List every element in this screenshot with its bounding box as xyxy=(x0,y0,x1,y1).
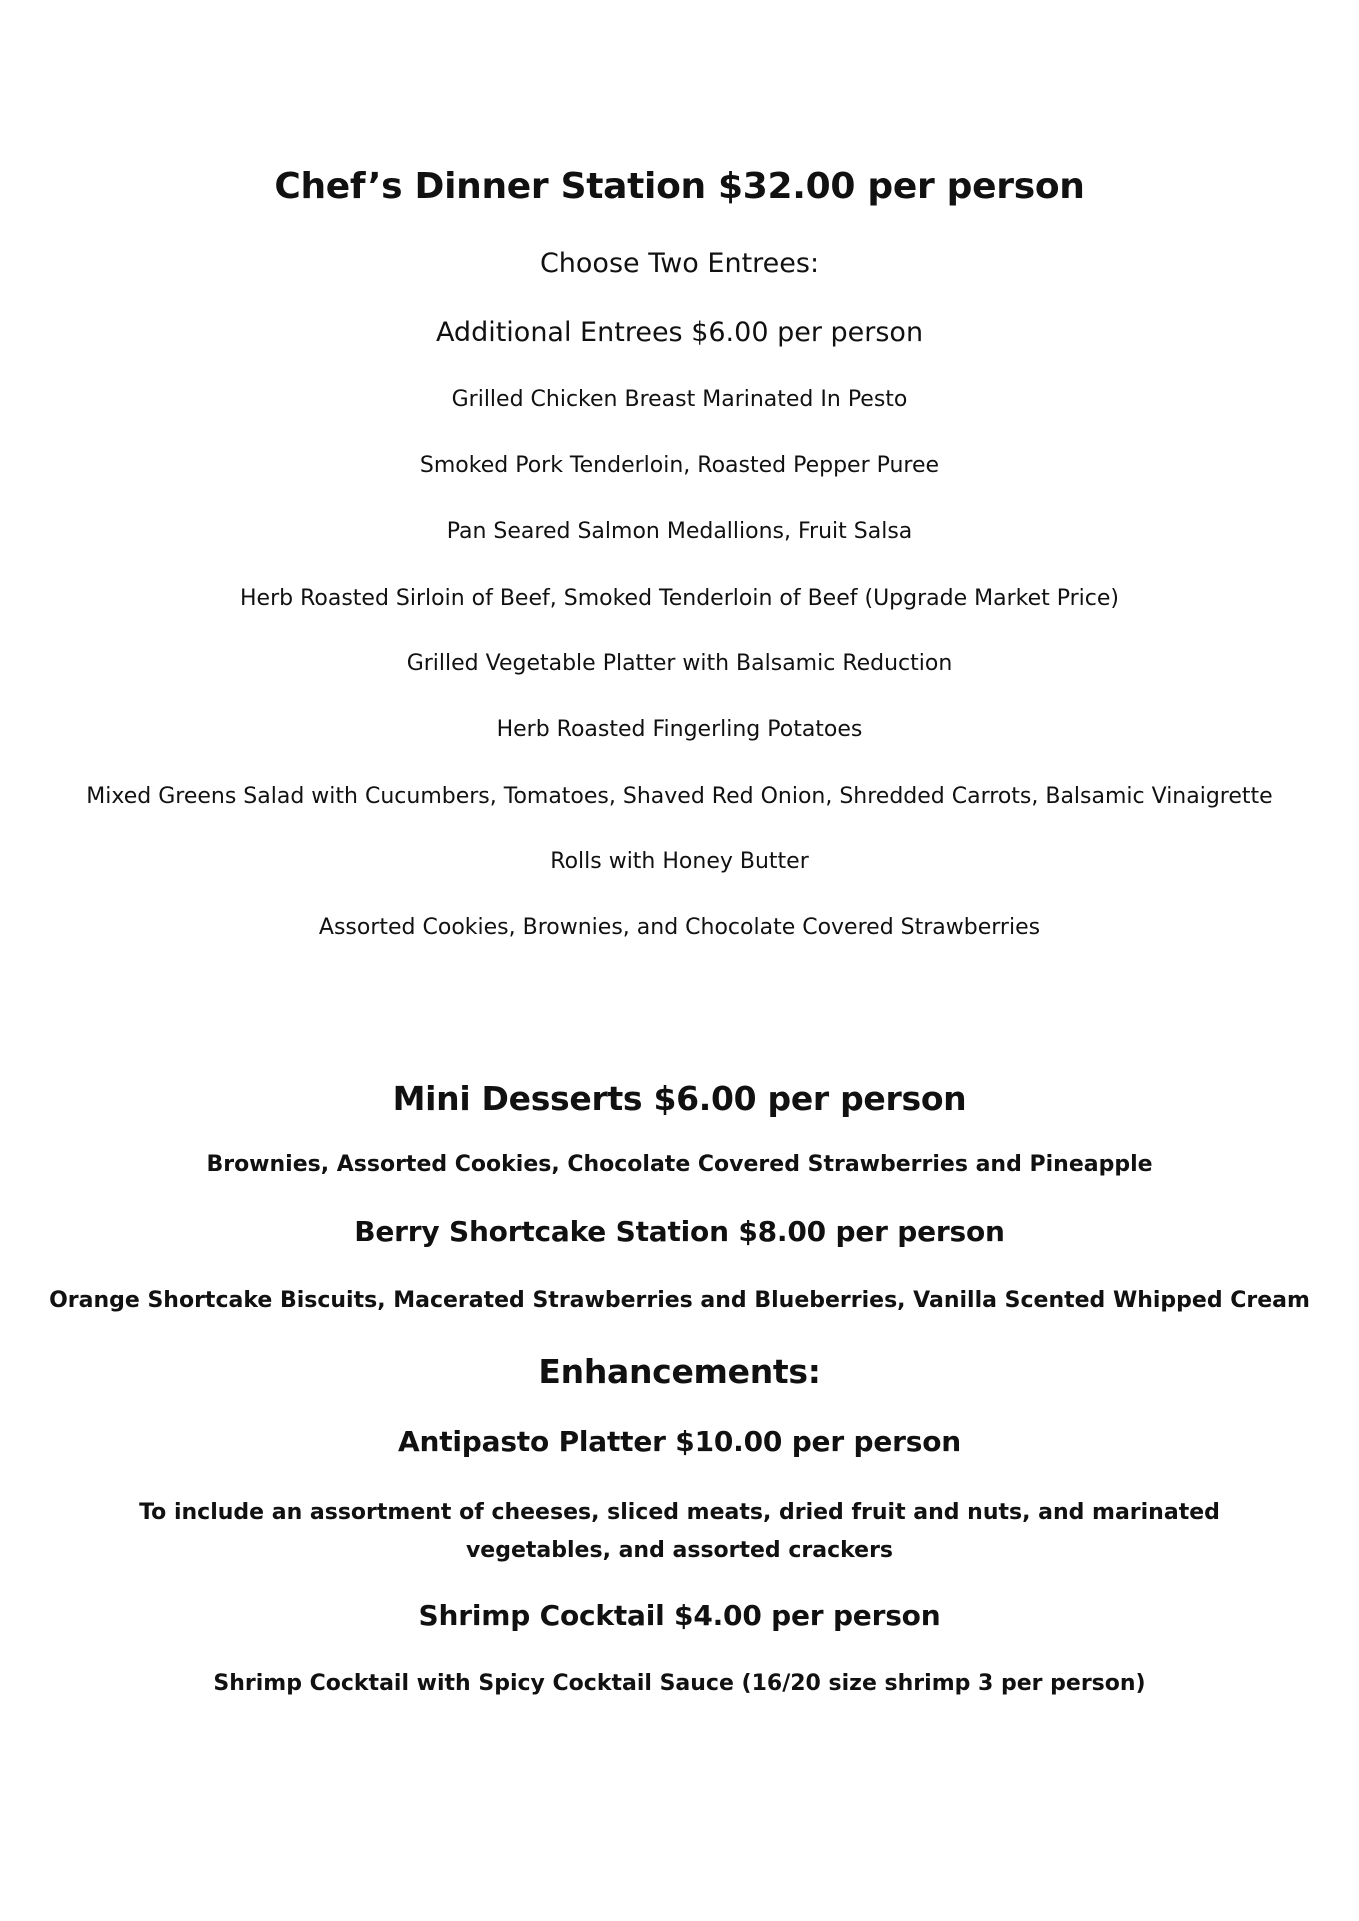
mini-desserts-description: Brownies, Assorted Cookies, Chocolate Covered Strawberries and Pineapple xyxy=(206,1152,1153,1177)
menu-item: Pan Seared Salmon Medallions, Fruit Salsa xyxy=(446,519,913,544)
shrimp-cocktail-description: Shrimp Cocktail with Spicy Cocktail Sauce (16/20 size shrimp 3 per person) xyxy=(213,1671,1146,1696)
berry-shortcake-title: Berry Shortcake Station $8.00 per person xyxy=(354,1215,1005,1248)
shrimp-cocktail-title: Shrimp Cocktail $4.00 per person xyxy=(418,1599,941,1632)
antipasto-title: Antipasto Platter $10.00 per person xyxy=(398,1425,961,1458)
menu-item: Herb Roasted Fingerling Potatoes xyxy=(496,717,863,742)
menu-item: Assorted Cookies, Brownies, and Chocolate Covered Strawberries xyxy=(318,915,1041,940)
menu-item: Grilled Chicken Breast Marinated In Pesto xyxy=(451,387,908,412)
mini-desserts-title: Mini Desserts $6.00 per person xyxy=(392,1079,967,1118)
chef-station-title: Chef’s Dinner Station $32.00 per person xyxy=(274,166,1085,207)
antipasto-description: To include an assortment of cheeses, sliced meats, dried fruit and nuts, and marinated vegetables, and assorted crackers xyxy=(139,1500,1220,1563)
menu-item: Mixed Greens Salad with Cucumbers, Tomatoes, Shaved Red Onion, Shredded Carrots, Balsamic Vinaigrette xyxy=(86,784,1273,809)
berry-shortcake-description: Orange Shortcake Biscuits, Macerated Strawberries and Blueberries, Vanilla Scented Whipped Cream xyxy=(49,1288,1310,1313)
menu-item: Herb Roasted Sirloin of Beef, Smoked Tenderloin of Beef (Upgrade Market Price) xyxy=(240,586,1119,611)
menu-item: Rolls with Honey Butter xyxy=(550,849,809,874)
menu-item: Smoked Pork Tenderloin, Roasted Pepper Puree xyxy=(419,453,940,478)
choose-entrees-text: Choose Two Entrees: xyxy=(539,248,820,279)
menu-item: Grilled Vegetable Platter with Balsamic Reduction xyxy=(406,651,953,676)
enhancements-heading: Enhancements: xyxy=(538,1352,821,1391)
additional-entrees-text: Additional Entrees $6.00 per person xyxy=(435,317,924,348)
